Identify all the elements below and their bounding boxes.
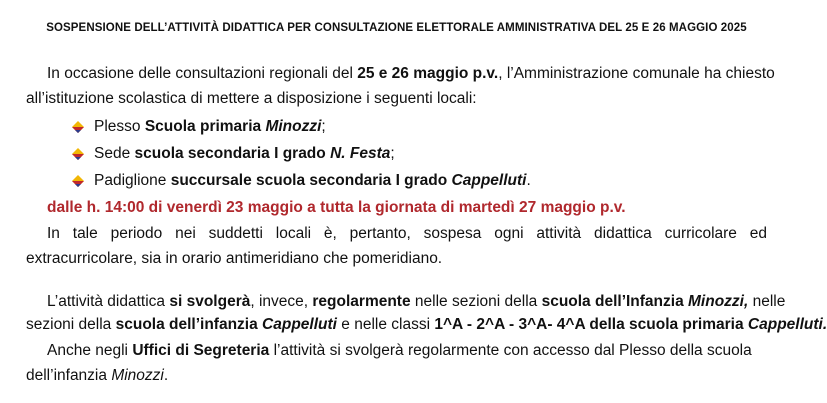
suspension-line-2: extracurricolare, sia in orario antimeridiano che pomeridiano.	[26, 250, 443, 267]
text: nelle	[748, 293, 786, 310]
offices-line-1	[47, 341, 752, 361]
intro-line-1	[47, 64, 775, 84]
text: L’attività didattica	[47, 293, 170, 310]
suspension-period: dalle h. 14:00 di venerdì 23 maggio a tutta la giornata di martedì 27 maggio p.v.	[47, 199, 626, 216]
text: Anche negli	[47, 342, 133, 359]
intro-line-2: all’istituzione scolastica di mettere a disposizione i seguenti locali:	[26, 90, 477, 107]
bold-text: si svolgerà	[169, 293, 251, 310]
text: .	[163, 367, 169, 384]
text: l’attività si svolgerà regolarmente con accesso dal Plesso della scuola	[269, 342, 752, 359]
document-title: SOSPENSIONE DELL’ATTIVITÀ DIDATTICA PER CONSULTAZIONE ELETTORALE AMMINISTRATIVA DEL 25 E 26 MAGGIO 2025	[46, 22, 747, 34]
school-name-italic: Minozzi,	[688, 293, 749, 310]
list-item-punct: .	[526, 172, 531, 189]
list-item-school-name: N. Festa	[330, 145, 391, 162]
classes-list: 1^A - 2^A - 3^A- 4^A della scuola primaria	[434, 316, 748, 333]
diamond-bullet-icon	[72, 148, 84, 160]
list-item-text: Plesso	[94, 118, 145, 135]
diamond-bullet-icon	[72, 175, 84, 187]
list-item-school: succursale scuola secondaria I grado	[170, 172, 452, 189]
text: e nelle classi	[336, 316, 435, 333]
list-item-school: scuola secondaria I grado	[134, 145, 331, 162]
list-item	[94, 144, 395, 164]
list-item-punct: ;	[390, 145, 395, 162]
offices-name: Uffici di Segreteria	[132, 342, 270, 359]
text: nelle sezioni della	[410, 293, 542, 310]
list-item-punct: ;	[321, 118, 326, 135]
school-name: scuola dell’infanzia	[115, 316, 263, 333]
intro-text-cont: , l’Amministrazione comunale ha chiesto	[498, 65, 775, 82]
text: sezioni della	[26, 316, 116, 333]
list-item-text: Sede	[94, 145, 135, 162]
list-item-school-name: Minozzi	[265, 118, 322, 135]
regular-line-2	[26, 315, 827, 335]
school-name: scuola dell’Infanzia	[541, 293, 689, 310]
bold-text: regolarmente	[312, 293, 411, 310]
school-name-italic: Minozzi	[111, 367, 164, 384]
suspension-line-1: In tale periodo nei suddetti locali è, pertanto, sospesa ogni attività didattica curricolare ed	[47, 225, 767, 242]
list-item	[94, 171, 531, 191]
list-item-school-name: Cappelluti	[451, 172, 527, 189]
intro-text: In occasione delle consultazioni regionali del	[47, 65, 358, 82]
list-item-text: Padiglione	[94, 172, 171, 189]
text: dell’infanzia	[26, 367, 112, 384]
school-name-italic: Cappelluti	[262, 316, 337, 333]
school-name-italic: Cappelluti.	[747, 316, 827, 333]
list-item-school: Scuola primaria	[144, 118, 266, 135]
regular-line-1	[47, 292, 785, 312]
diamond-bullet-icon	[72, 121, 84, 133]
text: , invece,	[250, 293, 313, 310]
list-item	[94, 117, 326, 137]
election-dates: 25 e 26 maggio p.v.	[357, 65, 499, 82]
offices-line-2	[26, 366, 168, 386]
